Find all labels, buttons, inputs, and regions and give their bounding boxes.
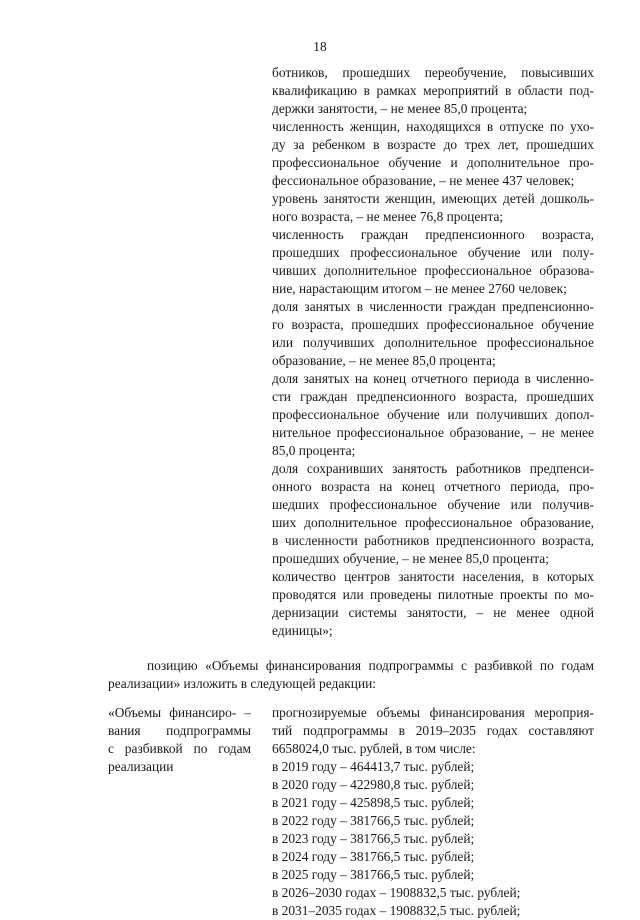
text-line: доля сохранивших занятость работников предпенси- [272,461,594,476]
text-line: численность женщин, находящихся в отпуске по ухо- [272,119,594,134]
text-line: сти граждан предпенсионного возраста, прошедших [272,389,594,404]
text-line: профессиональное обучение и дополнительное про- [272,155,594,170]
text-line: ботников, прошедших переобучение, повысивших [272,65,594,80]
text-line: с разбивкой по годам [108,741,251,756]
text-line: ного возраста, – не менее 76,8 процента; [272,209,504,224]
text-line: численность граждан предпенсионного возраста, [272,227,594,242]
page-number: 18 [313,39,327,54]
text-line: уровень занятости женщин, имеющих детей дошколь- [272,191,594,206]
text-line: вания подпрограммы [108,723,251,738]
text-line: в 2026–2030 годах – 1908832,5 тыс. рублей; [272,885,521,900]
text-line: в 2024 году – 381766,5 тыс. рублей; [272,849,475,864]
text-line: нительное профессиональное образование, – не менее [272,425,594,440]
text-line: держки занятости, – не менее 85,0 процента; [272,101,528,116]
text-line: в 2022 году – 381766,5 тыс. рублей; [272,813,475,828]
text-line: «Объемы финансиро- – [108,705,251,720]
text-line: 6658024,0 тыс. рублей, в том числе: [272,741,476,756]
text-line: доля занятых на конец отчетного периода в численно- [272,371,594,386]
text-line: доля занятых в численности граждан предпенсионно- [272,299,594,314]
text-line: в 2020 году – 422980,8 тыс. рублей; [272,777,475,792]
text-line: ду за ребенком в возрасте до трех лет, прошедших [272,137,594,152]
text-line: фессиональное образование, – не менее 437 человек; [272,173,575,188]
text-line: ших дополнительное профессиональное образование, [272,515,594,530]
text-line: тий подпрограммы в 2019–2035 годах составляют [272,723,594,738]
text-line: дернизации системы занятости, – не менее одной [272,605,594,620]
text-line: позицию «Объемы финансирования подпрограммы с разбивкой по годам [147,658,594,673]
text-line: квалификацию в рамках мероприятий в области под- [272,83,594,98]
text-line: прошедших обучение, – не менее 85,0 процента; [272,551,549,566]
text-line: прошедших профессиональное обучение или полу- [272,245,594,260]
text-line: прогнозируемые объемы финансирования мероприя- [272,705,594,720]
text-line: проводятся или проведены пилотные проекты по мо- [272,587,594,602]
text-line: в 2019 году – 464413,7 тыс. рублей; [272,759,475,774]
text-line: единицы»; [272,623,333,638]
text-line: ние, нарастающим итогом – не менее 2760 человек; [272,281,567,296]
text-line: го возраста, прошедших профессиональное обучение [272,317,594,332]
text-line: в 2021 году – 425898,5 тыс. рублей; [272,795,475,810]
text-line: или получивших дополнительное профессиональное [272,335,594,350]
text-line: онного возраста на конец отчетного периода, про- [272,479,594,494]
text-line: образование, – не менее 85,0 процента; [272,353,496,368]
text-line: количество центров занятости населения, в которых [272,569,594,584]
text-line: в 2031–2035 годах – 1908832,5 тыс. рублей; [272,903,521,918]
text-line: в 2023 году – 381766,5 тыс. рублей; [272,831,475,846]
text-line: реализации» изложить в следующей редакции: [108,676,376,691]
text-line: шедших профессиональное обучение или получив- [272,497,594,512]
text-line: профессиональное обучение или получивших допол- [272,407,594,422]
text-line: в численности работников предпенсионного возраста, [272,533,594,548]
text-line: в 2025 году – 381766,5 тыс. рублей; [272,867,475,882]
text-line: чивших дополнительное профессиональное образова- [272,263,594,278]
text-line: 85,0 процента; [272,443,356,458]
text-line: реализации [108,759,174,774]
